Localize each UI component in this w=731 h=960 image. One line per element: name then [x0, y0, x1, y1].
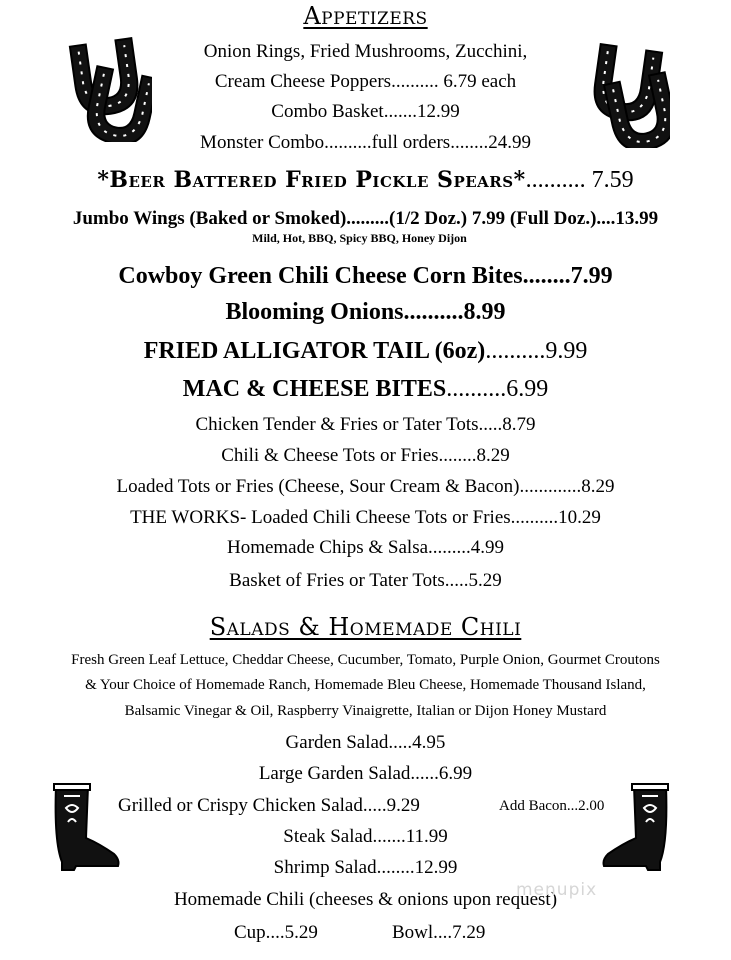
garden-salad-item: Garden Salad.....4.95	[285, 732, 446, 753]
appetizer-line: Monster Combo..........full orders........24.99	[200, 132, 531, 153]
menu-item: THE WORKS- Loaded Chili Cheese Tots or Fries..........10.29	[130, 507, 601, 528]
pickle-spears-name: *Beer Battered Fried Pickle Spears*	[97, 167, 526, 193]
menu-item: Chili & Cheese Tots or Fries........8.29	[221, 445, 510, 466]
alligator-tail-item	[0, 339, 731, 363]
watermark: menupix	[516, 880, 598, 900]
wings-sauces: Mild, Hot, BBQ, Spicy BBQ, Honey Dijon	[252, 231, 467, 245]
salad-ingredients-line: & Your Choice of Homemade Ranch, Homemade Bleu Cheese, Homemade Thousand Island,	[85, 677, 646, 693]
blooming-onions-item: Blooming Onions..........8.99	[225, 299, 506, 325]
appetizer-line: Combo Basket.......12.99	[271, 101, 460, 122]
salads-chili-heading: Salads & Homemade Chili	[209, 613, 522, 641]
salad-ingredients-line: Fresh Green Leaf Lettuce, Cheddar Cheese, Cucumber, Tomato, Purple Onion, Gourmet Croutons	[71, 652, 660, 668]
salad-ingredients-line: Balsamic Vinegar & Oil, Raspberry Vinaigrette, Italian or Dijon Honey Mustard	[124, 703, 607, 719]
appetizer-line: Cream Cheese Poppers.......... 6.79 each	[214, 71, 517, 92]
homemade-chili-item: Homemade Chili (cheeses & onions upon request)	[173, 889, 558, 910]
cowboy-corn-bites-item: Cowboy Green Chili Cheese Corn Bites........7.99	[118, 263, 613, 289]
appetizer-line: Onion Rings, Fried Mushrooms, Zucchini,	[203, 41, 528, 62]
chili-cup-price: Cup....5.29	[234, 922, 318, 943]
menu-item: Homemade Chips & Salsa.........4.99	[226, 537, 505, 558]
add-bacon-note: Add Bacon...2.00	[499, 798, 605, 814]
mac-cheese-bites-name: MAC & CHEESE BITES	[182, 376, 447, 402]
jumbo-wings-item: Jumbo Wings (Baked or Smoked).........(1/2 Doz.) 7.99 (Full Doz.)....13.99	[72, 208, 659, 229]
appetizers-heading: Appetizers	[303, 2, 428, 30]
menu-item: Chicken Tender & Fries or Tater Tots.....8.79	[195, 414, 536, 435]
pickle-spears-item	[0, 168, 731, 192]
alligator-tail-price: ..........9.99	[485, 338, 588, 364]
chili-bowl-price: Bowl....7.29	[392, 922, 486, 943]
pickle-spears-price: .......... 7.59	[525, 167, 634, 193]
large-garden-salad-item: Large Garden Salad......6.99	[258, 763, 473, 784]
menu-item: Basket of Fries or Tater Tots.....5.29	[229, 570, 502, 591]
steak-salad-item: Steak Salad.......11.99	[283, 826, 448, 847]
shrimp-salad-item: Shrimp Salad........12.99	[273, 857, 458, 878]
mac-cheese-bites-item	[0, 377, 731, 401]
menu-item: Loaded Tots or Fries (Cheese, Sour Cream & Bacon).............8.29	[116, 476, 615, 497]
mac-cheese-bites-price: ..........6.99	[446, 376, 549, 402]
alligator-tail-name: FRIED ALLIGATOR TAIL (6oz)	[143, 338, 486, 364]
chicken-salad-item: Grilled or Crispy Chicken Salad.....9.29	[118, 795, 420, 816]
